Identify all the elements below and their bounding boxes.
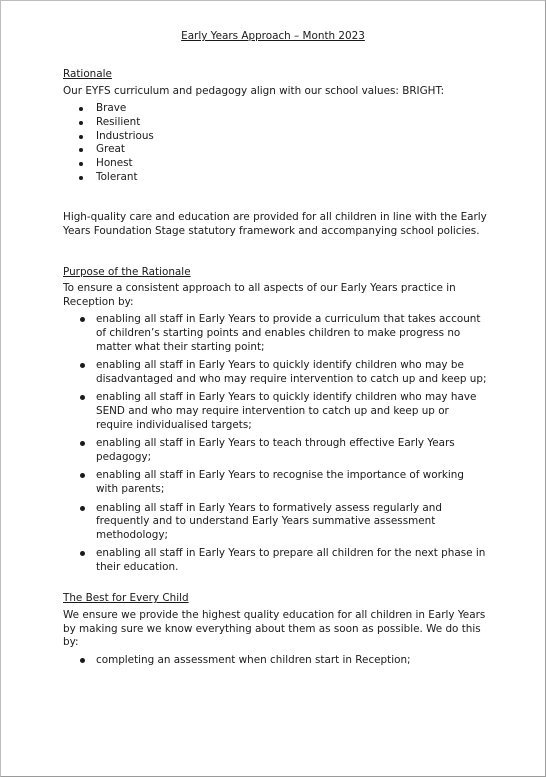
list-item-purpose: enabling all staff in Early Years to formatively assess regularly and frequently and to understand Early Years summative assessment methodology; (63, 502, 488, 543)
list-item-purpose: enabling all staff in Early Years to recognise the importance of working with parents; (63, 469, 488, 496)
list-item-value-great: Great (63, 143, 488, 157)
purpose-heading: Purpose of the Rationale (63, 265, 191, 278)
list-item-purpose: enabling all staff in Early Years to quickly identify children who may be disadvantaged and who may require intervention to catch up and keep up; (63, 359, 488, 386)
best-heading: The Best for Every Child (63, 592, 189, 605)
rationale-statement: High-quality care and education are provided for all children in line with the Early Years Foundation Stage statutory framework and accompanying school policies. (63, 211, 487, 237)
best-intro: We ensure we provide the highest quality education for all children in Early Years by making sure we know everything about them as soon as possible. We do this by: (63, 609, 486, 649)
rationale-intro: Our EYFS curriculum and pedagogy align with our school values: BRIGHT: (63, 84, 445, 97)
list-item-value-honest: Honest (63, 157, 488, 171)
list-item-value-industrious: Industrious (63, 130, 488, 144)
document-body (63, 68, 488, 672)
document-title: Early Years Approach – Month 2023 (181, 30, 365, 42)
list-item-value-tolerant: Tolerant (63, 171, 488, 185)
list-item-value-resilient: Resilient (63, 116, 488, 130)
list-item-purpose: enabling all staff in Early Years to prepare all children for the next phase in their education. (63, 547, 488, 574)
rationale-heading: Rationale (63, 68, 112, 80)
purpose-intro: To ensure a consistent approach to all aspects of our Early Years practice in Reception by: (63, 282, 456, 308)
purpose-list (63, 313, 488, 574)
list-item-purpose: enabling all staff in Early Years to teach through effective Early Years pedagogy; (63, 437, 488, 464)
list-item-purpose: enabling all staff in Early Years to quickly identify children who may have SEND and who may require intervention to catch up and keep up or require individualised targets; (63, 391, 488, 432)
list-item-purpose: enabling all staff in Early Years to provide a curriculum that takes account of children’s starting points and enables children to make progress no matter what their starting point; (63, 313, 488, 354)
list-item-best: completing an assessment when children start in Reception; (63, 654, 488, 668)
best-list (63, 654, 488, 668)
values-list (63, 102, 488, 184)
list-item-value-brave: Brave (63, 102, 488, 116)
